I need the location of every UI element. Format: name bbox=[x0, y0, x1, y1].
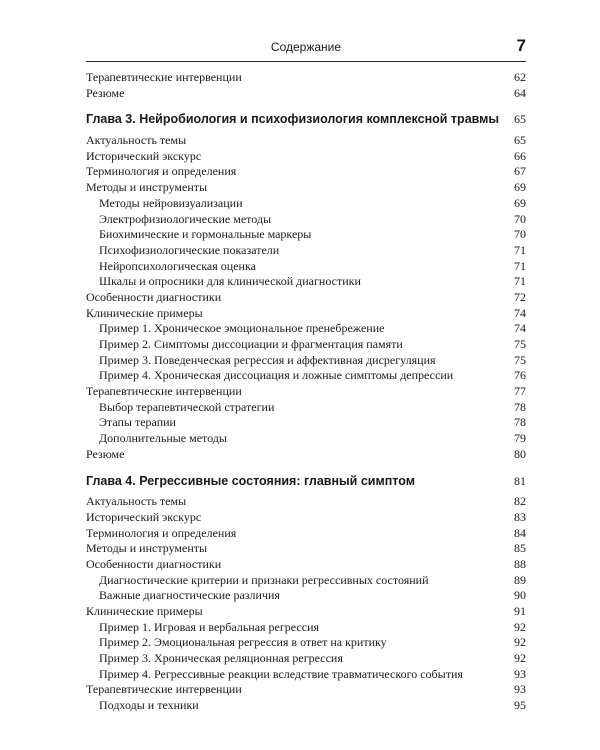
toc-entry-row[interactable] bbox=[86, 604, 526, 620]
toc-entry-row[interactable] bbox=[86, 353, 526, 369]
toc-page-number: 65 bbox=[514, 112, 526, 127]
toc-page-number: 75 bbox=[514, 352, 526, 367]
toc-entry-label: Этапы терапии bbox=[99, 415, 176, 430]
toc-entry-label: Электрофизиологические методы bbox=[99, 211, 272, 226]
toc-entry-label: Пример 1. Игровая и вербальная регрессия bbox=[99, 619, 320, 634]
toc-entry-label: Терапевтические интервенции bbox=[86, 70, 242, 84]
toc-entry-row[interactable] bbox=[86, 431, 526, 447]
toc-entry-label: Пример 3. Поведенческая регрессия и аффективная дисрегуляция bbox=[99, 352, 436, 367]
toc-entry-label: Исторический экскурс bbox=[86, 148, 202, 163]
toc-page-number: 92 bbox=[514, 619, 526, 634]
toc-page-number: 69 bbox=[514, 180, 526, 195]
toc-page-number: 65 bbox=[514, 133, 526, 148]
running-title: Содержание bbox=[270, 40, 342, 54]
toc-entry-row[interactable] bbox=[86, 510, 526, 526]
toc-entry-label: Клинические примеры bbox=[86, 305, 203, 320]
toc-page-number: 80 bbox=[514, 446, 526, 461]
toc-page-number: 82 bbox=[514, 494, 526, 509]
toc-entry-label: Особенности диагностики bbox=[86, 289, 222, 304]
toc-entry-label: Глава 3. Нейробиология и психофизиология комплексной травмы bbox=[86, 112, 500, 127]
toc-entry-row[interactable] bbox=[86, 274, 526, 290]
toc-entry-row[interactable] bbox=[86, 541, 526, 557]
toc-page-number: 92 bbox=[514, 651, 526, 666]
toc-page-number: 71 bbox=[514, 274, 526, 289]
toc-page-number: 91 bbox=[514, 604, 526, 618]
toc-chapter-row[interactable] bbox=[86, 474, 526, 490]
toc-entry-label: Исторический экскурс bbox=[86, 509, 202, 524]
toc-entry-label: Биохимические и гормональные маркеры bbox=[99, 227, 312, 242]
toc-page-number: 93 bbox=[514, 682, 526, 697]
toc-entry-row[interactable] bbox=[86, 227, 526, 243]
toc-entry-label: Резюме bbox=[86, 446, 125, 461]
toc-page-number: 67 bbox=[514, 164, 526, 179]
toc-entry-row[interactable] bbox=[86, 368, 526, 384]
toc-page-number: 78 bbox=[514, 415, 526, 430]
toc-page-number: 95 bbox=[514, 698, 526, 713]
toc-entry-row[interactable] bbox=[86, 682, 526, 698]
toc-entry-row[interactable] bbox=[86, 164, 526, 180]
toc-entry-row[interactable] bbox=[86, 667, 526, 683]
toc-entry-label: Методы и инструменты bbox=[86, 541, 208, 556]
toc-page-number: 85 bbox=[514, 541, 526, 556]
page-header bbox=[86, 37, 526, 62]
toc-entry-label: Дополнительные методы bbox=[99, 431, 227, 446]
toc-entry-label: Пример 4. Хроническая диссоциация и ложные симптомы депрессии bbox=[99, 368, 454, 383]
toc-entry-row[interactable] bbox=[86, 620, 526, 636]
toc-entry-row[interactable] bbox=[86, 384, 526, 400]
page-number: 7 bbox=[516, 36, 526, 55]
toc-page-number: 76 bbox=[514, 368, 526, 383]
toc-entry-row[interactable] bbox=[86, 212, 526, 228]
toc-entry-label: Выбор терапевтической стратегии bbox=[99, 399, 275, 414]
toc-chapter-row[interactable] bbox=[86, 112, 526, 128]
toc-entry-row[interactable] bbox=[86, 447, 526, 463]
toc-entry-label: Актуальность темы bbox=[86, 133, 187, 148]
toc-entry-row[interactable] bbox=[86, 415, 526, 431]
toc-page-number: 75 bbox=[514, 337, 526, 351]
toc-entry-label: Пример 3. Хроническая реляционная регрессия bbox=[99, 651, 343, 666]
toc-entry-label: Терминология и определения bbox=[86, 525, 237, 540]
toc-entry-row[interactable] bbox=[86, 526, 526, 542]
toc-entry-label: Пример 1. Хроническое эмоциональное пренебрежение bbox=[99, 321, 385, 336]
toc-entry-row[interactable] bbox=[86, 400, 526, 416]
toc-entry-row[interactable] bbox=[86, 259, 526, 275]
toc-entry-label: Психофизиологические показатели bbox=[99, 242, 280, 257]
toc-page-number: 89 bbox=[514, 572, 526, 587]
toc-page-number: 83 bbox=[514, 509, 526, 524]
toc-page-number: 70 bbox=[514, 227, 526, 242]
toc-entry-label: Подходы и техники bbox=[99, 698, 199, 713]
toc-entry-label: Нейропсихологическая оценка bbox=[99, 258, 256, 273]
table-of-contents bbox=[86, 70, 526, 714]
toc-page-number: 66 bbox=[514, 148, 526, 163]
toc-entry-row[interactable] bbox=[86, 70, 526, 86]
toc-entry-label: Глава 4. Регрессивные состояния: главный симптом bbox=[86, 473, 415, 488]
toc-page-number: 84 bbox=[514, 525, 526, 540]
toc-page-number: 93 bbox=[514, 666, 526, 681]
toc-page-number: 90 bbox=[514, 588, 526, 603]
toc-entry-label: Методы и инструменты bbox=[86, 180, 208, 195]
toc-page-number: 71 bbox=[514, 258, 526, 273]
toc-entry-label: Методы нейровизуализации bbox=[99, 195, 243, 210]
toc-entry-row[interactable] bbox=[86, 494, 526, 510]
toc-entry-row[interactable] bbox=[86, 306, 526, 322]
toc-entry-row[interactable] bbox=[86, 573, 526, 589]
toc-entry-label: Терапевтические интервенции bbox=[86, 682, 242, 697]
toc-page-number: 70 bbox=[514, 211, 526, 226]
toc-entry-row[interactable] bbox=[86, 290, 526, 306]
toc-page-number: 77 bbox=[514, 384, 526, 399]
toc-entry-label: Пример 2. Симптомы диссоциации и фрагментация памяти bbox=[99, 337, 403, 351]
toc-entry-label: Резюме bbox=[86, 85, 125, 100]
toc-entry-label: Шкалы и опросники для клинической диагностики bbox=[99, 274, 361, 289]
toc-entry-row[interactable] bbox=[86, 180, 526, 196]
toc-entry-row[interactable] bbox=[86, 698, 526, 714]
toc-page-number: 62 bbox=[514, 70, 526, 84]
toc-entry-row[interactable] bbox=[86, 588, 526, 604]
toc-page-number: 64 bbox=[514, 85, 526, 100]
toc-entry-row[interactable] bbox=[86, 651, 526, 667]
toc-page-number: 78 bbox=[514, 399, 526, 414]
toc-entry-label: Важные диагностические различия bbox=[99, 588, 280, 603]
toc-entry-label: Диагностические критерии и признаки регрессивных состояний bbox=[99, 572, 429, 587]
toc-page-number: 88 bbox=[514, 556, 526, 571]
toc-entry-row[interactable] bbox=[86, 86, 526, 102]
toc-entry-row[interactable] bbox=[86, 196, 526, 212]
toc-entry-label: Терминология и определения bbox=[86, 164, 237, 179]
toc-entry-row[interactable] bbox=[86, 321, 526, 337]
toc-entry-row[interactable] bbox=[86, 243, 526, 259]
toc-page-number: 74 bbox=[514, 305, 526, 320]
toc-entry-label: Терапевтические интервенции bbox=[86, 384, 242, 399]
toc-entry-label: Актуальность темы bbox=[86, 494, 187, 509]
toc-page-number: 74 bbox=[514, 321, 526, 336]
toc-entry-label: Особенности диагностики bbox=[86, 556, 222, 571]
toc-page-number: 79 bbox=[514, 431, 526, 446]
toc-entry-row[interactable] bbox=[86, 337, 526, 353]
toc-entry-row[interactable] bbox=[86, 133, 526, 149]
toc-page-number: 69 bbox=[514, 195, 526, 210]
toc-entry-label: Пример 4. Регрессивные реакции вследствие травматического события bbox=[99, 666, 463, 681]
toc-entry-row[interactable] bbox=[86, 149, 526, 165]
toc-page-number: 71 bbox=[514, 242, 526, 257]
toc-entry-label: Пример 2. Эмоциональная регрессия в ответ на критику bbox=[99, 635, 387, 650]
toc-page-number: 81 bbox=[514, 473, 526, 488]
toc-entry-row[interactable] bbox=[86, 557, 526, 573]
toc-page-number: 92 bbox=[514, 635, 526, 650]
toc-page-number: 72 bbox=[514, 289, 526, 304]
toc-entry-label: Клинические примеры bbox=[86, 604, 203, 618]
toc-entry-row[interactable] bbox=[86, 635, 526, 651]
